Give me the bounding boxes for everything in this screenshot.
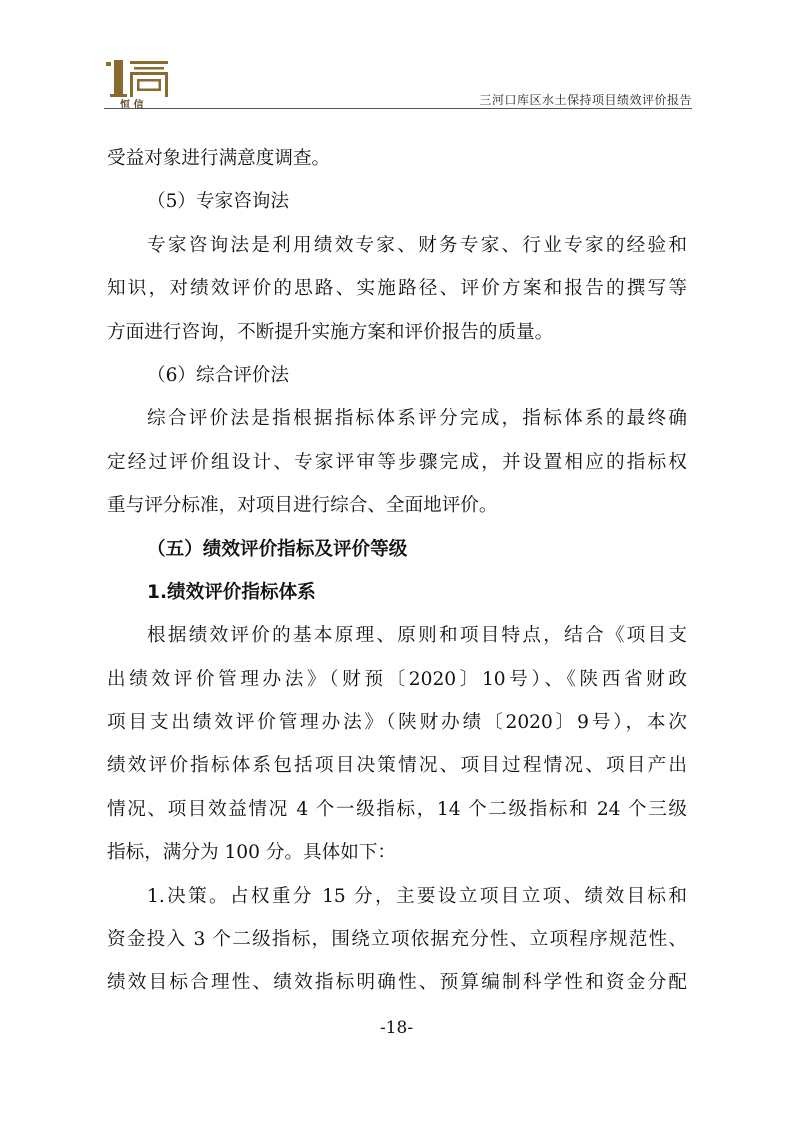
method-heading-5: （5）专家咨询法 (147, 191, 289, 213)
paragraph-line: 综合评价法是指根据指标体系评分完成，指标体系的最终确 (147, 408, 687, 430)
page-number: -18- (379, 1018, 414, 1038)
section-heading: （五）绩效评价指标及评价等级 (147, 538, 408, 560)
company-logo (104, 58, 172, 110)
paragraph-line: 1.决策。占权重分 15 分，主要设立项目立项、绩效目标和 (147, 885, 687, 907)
page-body (107, 137, 687, 1005)
paragraph-line: 方面进行咨询，不断提升实施方案和评价报告的质量。 (107, 321, 554, 343)
paragraph-line: 绩效评价指标体系包括项目决策情况、项目过程情况、项目产出 (107, 755, 687, 777)
subsection-heading: 1.绩效评价指标体系 (147, 581, 316, 603)
method-heading-6: （6）综合评价法 (147, 364, 289, 386)
paragraph-line: 情况、项目效益情况 4 个一级指标，14 个二级指标和 24 个三级 (107, 798, 687, 820)
paragraph-line: 知识，对绩效评价的思路、实施路径、评价方案和报告的撰写等 (107, 278, 687, 300)
paragraph-line: 指标，满分为 100 分。具体如下： (107, 842, 397, 864)
paragraph-line: 定经过评价组设计、专家评审等步骤完成，并设置相应的指标权 (107, 451, 687, 473)
paragraph-line: 受益对象进行满意度调查。 (107, 148, 331, 169)
paragraph-line: 专家咨询法是利用绩效专家、财务专家、行业专家的经验和 (147, 234, 687, 256)
header-divider (104, 108, 692, 109)
paragraph-line: 项目支出绩效评价管理办法》（陕财办绩〔2020〕9号），本次 (107, 712, 687, 734)
logo-text: 恒 信 (120, 100, 144, 110)
paragraph-line: 重与评分标准，对项目进行综合、全面地评价。 (107, 495, 498, 517)
paragraph-line: 资金投入 3 个二级指标，围绕立项依据充分性、立项程序规范性、 (107, 929, 687, 951)
paragraph-line: 绩效目标合理性、绩效指标明确性、预算编制科学性和资金分配 (107, 972, 687, 994)
paragraph-line: 出绩效评价管理办法》（财预〔2020〕10号）、《陕西省财政 (107, 668, 687, 690)
paragraph-line: 根据绩效评价的基本原理、原则和项目特点，结合《项目支 (147, 625, 687, 647)
report-title: 三河口库区水土保持项目绩效评价报告 (479, 93, 692, 107)
